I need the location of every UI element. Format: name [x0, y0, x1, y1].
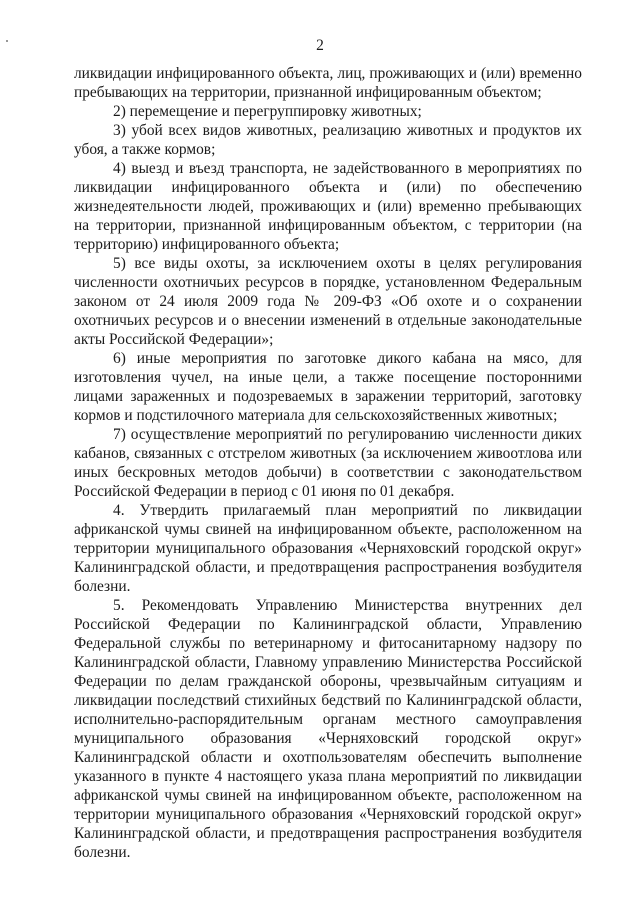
- document-body: [74, 64, 582, 862]
- paragraph-item-6: 6) иные мероприятия по заготовке дикого кабана на мясо, для изготовления чучел, на иные цели, а также посещение посторонними лицами зараженных и подозреваемых в заражении территорий, заготовку кормов и подстилочного материала для сельскохозяйственных животных;: [74, 350, 582, 424]
- paragraph-item-5: 5) все виды охоты, за исключением охоты в целях регулирования численности охотничьих ресурсов в порядке, установленном Федеральным законом от 24 июля 2009 года № 209-ФЗ «Об охоте и о сохранении охотничьих ресурсов и о внесении изменений в отдельные законодательные акты Российской Федерации»;: [74, 255, 582, 348]
- paragraph-clause-4: 4. Утвердить прилагаемый план мероприятий по ликвидации африканской чумы свиней на инфицированном объекте, расположенном на территории муниципального образования «Черняховский городской округ» Калининградской области, и предотвращения распространения возбудителя болезни.: [74, 502, 582, 595]
- paragraph-item-4: 4) выезд и въезд транспорта, не задействованного в мероприятиях по ликвидации инфицированного объекта и (или) по обеспечению жизнедеятельности людей, проживающих и (или) временно пребывающих на территории, признанной инфицированным объектом, с территории (на территорию) инфицированного объекта;: [74, 160, 582, 253]
- page-number: 2: [316, 37, 324, 54]
- paragraph-item-2: 2) перемещение и перегруппировку животных;: [113, 103, 422, 120]
- paragraph-item-3: 3) убой всех видов животных, реализацию животных и продуктов их убоя, а также кормов;: [74, 122, 582, 158]
- paragraph-item-7: 7) осуществление мероприятий по регулированию численности диких кабанов, связанных с отстрелом животных (за исключением живоотлова или иных бескровных методов добычи) в соответствии с законодательством Российской Федерации в период с 01 июня по 01 декабря.: [74, 426, 582, 500]
- paragraph-clause-5: 5. Рекомендовать Управлению Министерства внутренних дел Российской Федерации по Калининградской области, Управлению Федеральной службы по ветеринарному и фитосанитарному надзору по Калининградской области, Главному управлению Министерства Российской Федерации по делам гражданской обороны, чрезвычайным ситуациям и ликвидации последствий стихийных бедствий по Калининградской области, исполнительно-распорядительным органам местного самоуправления муниципального образования «Черняховский городской округ» Калининградской области и охотпользователям обеспечить выполнение указанного в пункте 4 настоящего указа плана мероприятий по ликвидации африканской чумы свиней на инфицированном объекте, расположенном на территории муниципального образования «Черняховский городской округ» Калининградской области, и предотвращения распространения возбудителя болезни.: [74, 597, 582, 861]
- paragraph-continuation: ликвидации инфицированного объекта, лиц, проживающих и (или) временно пребывающих на территории, признанной инфицированным объектом;: [74, 65, 582, 101]
